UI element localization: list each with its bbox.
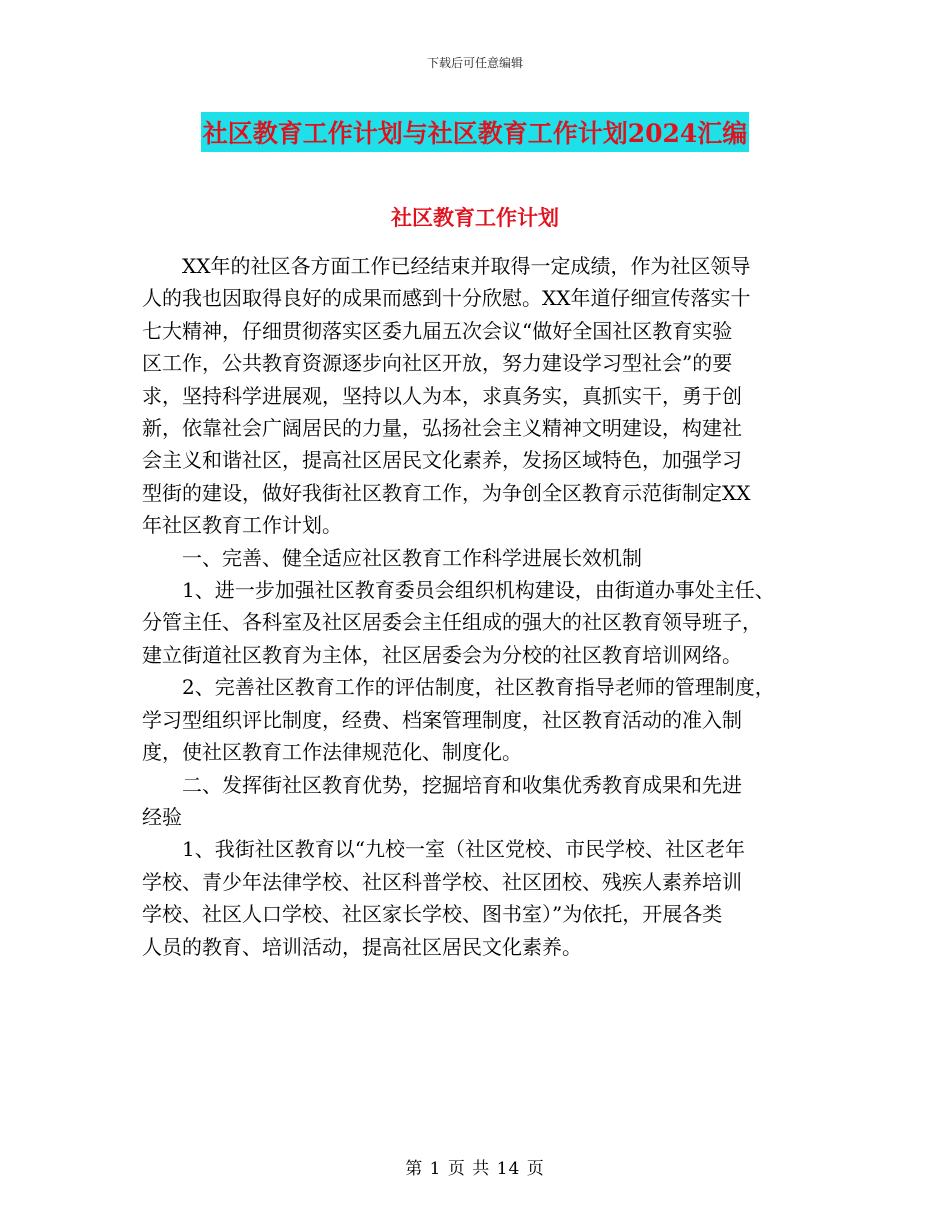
text-line: 求，坚持科学进展观，坚持以人为本，求真务实，真抓实干，勇于创 (142, 383, 742, 408)
document-body (142, 250, 822, 963)
text-line: 人员的教育、培训活动，提高社区居民文化素养。 (142, 934, 582, 959)
text-line: 年社区教育工作计划。 (142, 513, 342, 538)
text-line: 度，使社区教育工作法律规范化、制度化。 (142, 740, 522, 765)
page-footer: 第 1 页 共 14 页 (405, 1159, 545, 1179)
text-line: 经验 (142, 804, 182, 829)
text-line: 1、进一步加强社区教育委员会组织机构建设，由街道办事处主任、 (182, 578, 775, 603)
text-line: 二、发挥街社区教育优势，挖掘培育和收集优秀教育成果和先进 (182, 772, 742, 797)
main-title-wrap (0, 112, 950, 152)
text-line: 学习型组织评比制度，经费、档案管理制度，社区教育活动的准入制 (142, 707, 742, 732)
text-line: 分管主任、各科室及社区居委会主任组成的强大的社区教育领导班子， (142, 610, 762, 635)
text-line: 建立街道社区教育为主体，社区居委会为分校的社区教育培训网络。 (142, 642, 742, 667)
main-title: 社区教育工作计划与社区教育工作计划2024汇编 (201, 112, 750, 152)
text-line: 七大精神，仔细贯彻落实区委九届五次会议“做好全国社区教育实验 (142, 318, 733, 343)
text-line: 型街的建设，做好我街社区教育工作，为争创全区教育示范街制定XX (142, 480, 751, 505)
text-line: 人的我也因取得良好的成果而感到十分欣慰。XX年道仔细宣传落实十 (142, 286, 751, 311)
text-line: 区工作，公共教育资源逐步向社区开放，努力建设学习型社会”的要 (142, 351, 733, 376)
text-line: 2、完善社区教育工作的评估制度，社区教育指导老师的管理制度， (182, 675, 775, 700)
text-line: 会主义和谐社区，提高社区居民文化素养，发扬区域特色，加强学习 (142, 448, 742, 473)
text-line: 学校、青少年法律学校、社区科普学校、社区团校、残疾人素养培训 (142, 869, 742, 894)
text-line: XX年的社区各方面工作已经结束并取得一定成绩，作为社区领导 (182, 254, 751, 278)
header-note: 下载后可任意编辑 (426, 56, 523, 70)
text-line: 一、完善、健全适应社区教育工作科学进展长效机制 (182, 545, 642, 570)
text-line: 学校、社区人口学校、社区家长学校、图书室）”为依托，开展各类 (142, 902, 723, 927)
text-line: 新，依靠社会广阔居民的力量，弘扬社会主义精神文明建设，构建社 (142, 416, 742, 441)
text-line: 1、我街社区教育以“九校一室（社区党校、市民学校、社区老年 (182, 837, 745, 862)
section-title: 社区教育工作计划 (391, 205, 559, 230)
